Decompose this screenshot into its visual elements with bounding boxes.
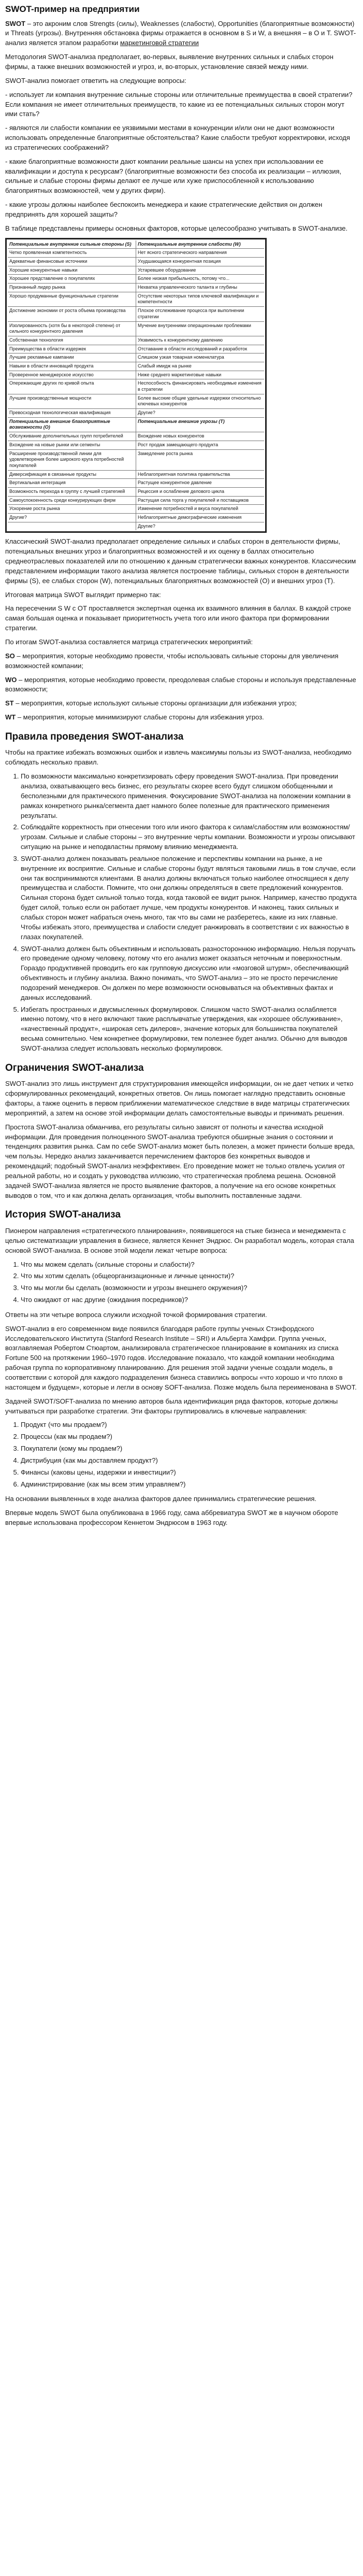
table-cell: Ускорение роста рынка [8, 505, 136, 514]
andrews-questions-list [5, 1260, 358, 1305]
rule-item: 1. По возможности максимально конкретизировать сферу проведения SWOT-анализа. При проведении анализа, охватывающего весь бизнес, его результаты скорее всего будут слишком обобщенными и бесполезными для практического применения. Фокусирование SWOT-анализа на положении компании в рамках конкретного рынка/сегмента дает намного более полезные для практического применения результаты. [21, 772, 358, 820]
rule-item: 2. Соблюдайте корректность при отнесении того или иного фактора к силам/слабостям или возможностям/угрозам. Сильные и слабые стороны – это внутренние черты компании. Возможности и угрозы описывают ситуацию на рынке и неподвластны прямому влиянию менеджмента. [21, 823, 358, 852]
table-row [8, 266, 264, 275]
table-cell: Слабый имидж на рынке [136, 362, 265, 371]
table-row [8, 362, 264, 371]
rule-item: 4. SWOT-анализ должен быть объективным и использовать разностороннюю информацию. Нельзя поручать его проведение одному человеку, потому что его анализ может оказаться неточным и поверхностным. Гораздо продуктивней проводить его как групповую дискуссию или «мозговой штурм», обеспечивающий объективность и глубину анализа. Важно понимать, что SWOT-анализ – это не просто перечисление подозрений менеджеров. Он должен по мере возможности основываться на объективных фактах и данных исследований. [21, 944, 358, 1003]
table-row [8, 307, 264, 321]
table-row [8, 522, 264, 530]
history-lead: Пионером направления «стратегического планирования», появившегося на стыке бизнеса и менеджмента с целью систематизации управления в бизнесе, является Кеннет Эндрюс. Он разработал модель, которая стала основой SWOT-анализа. В основе этой модели лежат четыре вопроса: [5, 1227, 354, 1254]
table-cell: Отставание в области исследований и разработок [136, 345, 265, 353]
table-cell: Другие? [136, 409, 265, 418]
table-cell: Навыки в области инноваций продукта [8, 362, 136, 371]
table-cell: Вертикальная интеграция [8, 479, 136, 488]
table-cell: Более низкая прибыльность, потому что... [136, 275, 265, 284]
matrix-item-text: – мероприятия, которые минимизируют слабые стороны для избежания угроз. [16, 713, 264, 721]
table-cell: Потенциальные внутренние слабости (W) [136, 240, 265, 249]
table-row [8, 479, 264, 488]
matrix-item-key: ST [5, 699, 14, 707]
table-cell: Потенциальные внешние благоприятные возможности (O) [8, 417, 136, 432]
matrix-item-text: – мероприятия, которые используют сильные стороны организации для избежания угроз; [13, 699, 297, 707]
table-cell: Неспособность финансировать необходимые изменения в стратегии [136, 379, 265, 394]
strategy-matrix-list [5, 652, 358, 723]
table-cell: Опережающие других по кривой опыта [8, 379, 136, 394]
table-cell: Изолированность (хотя бы в некоторой степени) от сильного конкурентного давления [8, 321, 136, 336]
intro-term: SWOT [5, 19, 25, 27]
history-heading: История SWOT-анализа [5, 1209, 121, 1221]
paragraph-a-1: SWOT-анализ помогает ответить на следующие вопросы: [5, 76, 186, 84]
table-cell: Собственная технология [8, 336, 136, 345]
matrix-item-text: – мероприятия, которые необходимо провести, чтобы использовать сильные стороны для увеличения возможностей компании; [5, 652, 339, 670]
table-cell: Растущая сила торга у покупателей и поставщиков [136, 496, 265, 505]
table-cell: Вхождение новых конкурентов [136, 432, 265, 441]
rule-item: 3. SWOT-анализ должен показывать реальное положение и перспективы компании на рынке, а не внутренние их восприятие. Сильные и слабые стороны будут являться таковыми лишь в том случае, если они так воспринимаются клиентами. В анализ должны включаться только наиболее относящиеся к делу преимущества и слабости. Помните, что они должны определяться в свете предложений конкурентов. Сильная сторона будет сильной только тогда, когда таковой ее видит рынок. Например, качество продукта будет силой, только если он работает лучше, чем продукты конкурентов. И наконец, таких сильных и слабых сторон может набраться очень много, так что вы сами не разберетесь, какие из них главные. Чтобы избежать этого, преимущества и слабости следует ранжировать в соответствии с их важностью в глазах покупателей. [21, 854, 358, 942]
table-cell: Другие? [8, 514, 136, 522]
table-cell: Признанный лидер рынка [8, 284, 136, 292]
history-paragraph-1: SWOT-анализ в его современном виде появился благодаря работе группы ученых Стэнфордского Исследовательского Института (Stanford Research Institute – SRI) и Альберта Хамфри. Группа ученых, возглавляемая Робертом Стюартом, анализировала стратегическое планирование в компаниях из списка Fortune 500 на протяжении 1960–1970 годов. Исследование показало, что каждой компании необходима рабочая группа по корпоративному планированию. Для решения этой задачи ученые создали модель, в соответствии с которой для каждого подразделения бизнеса ставились вопросы «что хорошо и что плохо в настоящем и будущем», которые и легли в основу SOFT-анализа. Позже модель была переименована в SWOT. [5, 1324, 357, 1391]
history-paragraphs [5, 1310, 358, 1416]
table-row [8, 379, 264, 394]
paragraph-a-0: Методология SWOT-анализа предполагает, во-первых, выявление внутренних сильных и слабых сторон фирмы, а также внешних возможностей и угроз, и, во-вторых, установление связей между ними. [5, 53, 333, 71]
table-cell: Возможность перехода в группу с лучшей стратегией [8, 487, 136, 496]
table-row [8, 240, 264, 249]
question-item: 1. Что мы можем сделать (сильные стороны и слабости)? [21, 1260, 358, 1270]
table-cell: Слишком узкая товарная номенклатура [136, 353, 265, 362]
table-row [8, 249, 264, 258]
question-item: 2. Что мы хотим сделать (общеорганизационные и личные ценности)? [21, 1271, 358, 1281]
table-cell: Ухудшающаяся конкурентная позиция [136, 258, 265, 266]
factor-item: 6. Администрирование (как мы всем этим управляем?) [21, 1480, 358, 1490]
question-item: 3. Что мы могли бы сделать (возможности и угрозы внешнего окружения)? [21, 1283, 358, 1293]
marketing-strategy-link[interactable]: маркетинговой стратегии [120, 39, 199, 47]
table-row [8, 321, 264, 336]
table-cell: Хорошее представление о покупателях [8, 275, 136, 284]
matrix-item [5, 652, 358, 671]
table-cell: Более высокие общие удельные издержки относительно ключевых конкурентов [136, 394, 265, 408]
table-cell: Превосходная технологическая квалификация [8, 409, 136, 418]
matrix-item [5, 699, 358, 709]
table-cell: Неблагоприятные демографические изменения [136, 514, 265, 522]
intro-body: – это акроним слов Strengts (силы), Weaknesses (слабости), Opportunities (благоприятные возможности) и Threats (угрозы). Внутренняя обстановка фирмы отражается в основном в S и W, а внешняя – в O и T. SWOT-анализ является этапом разработки [5, 19, 356, 47]
table-cell: Хорошо продуманные функциональные стратегии [8, 292, 136, 306]
table-cell: Замедление роста рынка [136, 449, 265, 470]
matrix-item-key: SO [5, 652, 15, 660]
matrix-item [5, 675, 358, 695]
paragraph-group-b [5, 537, 358, 647]
factor-item: 3. Покупатели (кому мы продаем?) [21, 1444, 358, 1454]
table-cell [8, 522, 136, 530]
table-cell: Неблагоприятная политика правительства [136, 470, 265, 479]
table-cell: Достижение экономии от роста объема производства [8, 307, 136, 321]
paragraph-b-2: На пересечении S W с OT проставляется экспертная оценка их взаимного влияния в баллах. В каждой строке самая большая оценка и показывает приоритетность учета того или иного фактора при формировании стратегии. [5, 604, 351, 632]
paragraph-a-2: - использует ли компания внутренние сильные стороны или отличительные преимущества в своей стратегии? Если компания не имеет отличительных преимуществ, то какие из ее потенциальных сильных сторон могут ими стать? [5, 90, 353, 118]
intro-paragraph [5, 19, 358, 49]
table-row [8, 394, 264, 408]
swot-table [8, 240, 264, 531]
table-cell: Лучшие рекламные кампании [8, 353, 136, 362]
paragraph-b-1: Итоговая матрица SWOT выглядит примерно так: [5, 590, 161, 599]
limits-paragraph-1: Простота SWOT-анализа обманчива, его результаты сильно зависят от полноты и качества исходной информации. Для проведения полноценного SWOT-анализа требуются обширные знания о состоянии и тенденциях развития рынка. Сам по себе SWOT-анализ может быть полезен, а может принести больше вреда, чем пользы. Нередко анализ заканчивается перечислением факторов без конкретных выводов и рекомендаций; подобный SWOT-анализ неэффективен. Его проведение может не только отвлечь усилия от реальной работы, но и создать у руководства иллюзию, что стратегическая проблема решена. Основной задачей SWOT-анализа является не просто выявление факторов, а получение на его основе конкретных выводов о том, что и как должна делать организация, чтобы выполнить поставленные задачи. [5, 1123, 355, 1199]
table-row [8, 284, 264, 292]
question-item: 4. Что ожидают от нас другие (ожидания посредников)? [21, 1295, 358, 1305]
table-cell: Вхождение на новые рынки или сегменты [8, 441, 136, 449]
history-closing [5, 1494, 358, 1528]
table-cell: Адекватные финансовые источники [8, 258, 136, 266]
history-paragraph-0: Ответы на эти четыре вопроса служили исходной точкой формирования стратегии. [5, 1310, 267, 1319]
table-cell: Уязвимость к конкурентному давлению [136, 336, 265, 345]
paragraph-a-6: В таблице представлены примеры основных факторов, которые целесообразно учитывать в SWOT-анализе. [5, 224, 348, 232]
rule-item: 5. Избегать пространных и двусмысленных формулировок. Слишком часто SWOT-анализ ослабляется именно потому, что в него включают такие расплывчатые утверждения, как «хорошее обслуживание», «качественный продукт», «широкая сеть дилеров», значение которых для большинства покупателей весьма сомнительно. Чем конкретнее формулировки, тем полезнее будет анализ. Обычно для выводов SWOT-анализа следует использовать несколько формулировок. [21, 1005, 358, 1054]
table-cell: Обслуживание дополнительных групп потребителей [8, 432, 136, 441]
soft-factors-list [5, 1420, 358, 1489]
table-cell: Лучшие производственные мощности [8, 394, 136, 408]
table-row [8, 505, 264, 514]
matrix-item [5, 713, 358, 723]
table-cell: Рецессия и ослабление делового цикла [136, 487, 265, 496]
rules-heading: Правила проведения SWOT-анализа [5, 731, 184, 742]
table-row [8, 432, 264, 441]
table-cell: Ниже среднего маркетинговые навыки [136, 371, 265, 379]
history-paragraph-2: Задачей SWOT/SOFT-анализа по мнению авторов была идентификация ряда факторов, которые должны учитываться при разработке стратегии. Эти факторы группировались в ключевые направления: [5, 1397, 338, 1415]
table-cell: Нехватка управленческого таланта и глубины [136, 284, 265, 292]
table-cell: Четко проявленная компетентность [8, 249, 136, 258]
closing-paragraph-1: Впервые модель SWOT была опубликована в 1966 году, сама аббревиатура SWOT же в научном обороте впервые использована профессором Кеннетом Эндрюсом в 1963 году. [5, 1509, 339, 1527]
table-cell: Самоуспокоенность среди конкурирующих фирм [8, 496, 136, 505]
limits-paragraph-0: SWOT-анализ это лишь инструмент для структурирования имеющейся информации, он не дает четких и четко сформулированных рекомендаций, конкретных ответов. Он лишь помогает наглядно представить основные факторы, а также оценить в первом приближении математическое следствие в виде матрицы стратегических мероприятий, а затем на основе этой информации делать самостоятельные выводы и принимать решения. [5, 1080, 354, 1117]
table-cell: Отсутствие некоторых типов ключевой квалификации и компетентности [136, 292, 265, 306]
table-row [8, 449, 264, 470]
table-cell: Проверенное менеджерское искусство [8, 371, 136, 379]
table-row [8, 487, 264, 496]
table-cell: Плохое отслеживание процесса при выполнении стратегии [136, 307, 265, 321]
closing-paragraph-0: На основании выявленных в ходе анализа факторов далее принимались стратегические решения. [5, 1495, 317, 1503]
table-cell: Рост продаж замещающего продукта [136, 441, 265, 449]
table-cell: Устаревшее оборудование [136, 266, 265, 275]
table-row [8, 514, 264, 522]
table-cell: Потенциальные внутренние сильные стороны (S) [9, 241, 132, 247]
matrix-item-text: – мероприятия, которые необходимо провести, преодолевая слабые стороны и используя представленные возможности; [5, 675, 356, 693]
table-row [8, 441, 264, 449]
table-cell: Расширение производственной линии для удовлетворения более широкого круга потребностей покупателей [8, 449, 136, 470]
paragraph-a-4: - какие благоприятные возможности дают компании реальные шансы на успех при использовании ее квалификации и доступа к ресурсам? (благоприятные возможности без способа их реализации – иллюзия, сильные и слабые стороны фирмы делают ее лучше или хуже приспособленной к использованию благоприятных возможностей, чем у других фирм). [5, 157, 342, 195]
table-row [8, 417, 264, 432]
table-cell: Растущее конкурентное давление [136, 479, 265, 488]
table-row [8, 292, 264, 306]
table-row [8, 470, 264, 479]
paragraph-a-3: - являются ли слабости компании ее уязвимыми местами в конкуренции и/или они не дают возможности использовать определенные благоприятные обстоятельства? Какие слабости требуют корректировки, исходя из стратегических соображений? [5, 124, 350, 151]
paragraph-b-0: Классический SWOT-анализ предполагает определение сильных и слабых сторон в деятельности фирмы, потенциальных внешних угроз и благоприятных возможностей и их оценку в баллах относительно среднеотраслевых показателей или по отношению к данным стратегически важных конкурентов. Классическим представлением информации такого анализа является построение таблицы, сильных сторон в деятельности фирмы (S), ее слабых сторон (W), потенциальных благоприятных возможностей (O) и внешних угроз (T). [5, 537, 356, 585]
table-row [8, 409, 264, 418]
factor-item: 5. Финансы (каковы цены, издержки и инвестиции?) [21, 1468, 358, 1478]
matrix-item-key: WT [5, 713, 16, 721]
table-cell: Потенциальные внешние угрозы (T) [136, 417, 265, 432]
factor-item: 1. Продукт (что мы продаем?) [21, 1420, 358, 1430]
table-row [8, 275, 264, 284]
factor-item: 2. Процессы (как мы продаем?) [21, 1432, 358, 1442]
limits-heading: Ограничения SWOT-анализа [5, 1062, 144, 1073]
table-row [8, 353, 264, 362]
swot-factors-table [5, 238, 267, 533]
rules-list [5, 772, 358, 1054]
table-row [8, 345, 264, 353]
rules-lead: Чтобы на практике избежать возможных ошибок и извлечь максимумы пользы из SWOT-анализа, необходимо соблюдать несколько правил. [5, 748, 352, 767]
table-row [8, 258, 264, 266]
table-cell: Преимущества в области издержек [8, 345, 136, 353]
table-cell: Другие? [136, 522, 265, 530]
limits-paragraphs [5, 1079, 358, 1200]
table-row [8, 371, 264, 379]
table-row [8, 336, 264, 345]
paragraph-a-5: - какие угрозы должны наиболее беспокоить менеджера и какие стратегические действия он должен предпринять для хорошей защиты? [5, 201, 323, 218]
paragraph-b-3: По итогам SWOT-анализа составляется матрица стратегических мероприятий: [5, 638, 253, 646]
table-cell: Хорошие конкурентные навыки [8, 266, 136, 275]
table-cell: Нет ясного стратегического направления [136, 249, 265, 258]
matrix-item-key: WO [5, 675, 17, 684]
factor-item: 4. Дистрибуция (как мы доставляем продукт?) [21, 1456, 358, 1466]
table-cell: Изменение потребностей и вкуса покупателей [136, 505, 265, 514]
table-row [8, 496, 264, 505]
table-cell: Мучение внутренними операционными проблемами [136, 321, 265, 336]
paragraph-group-a [5, 52, 358, 234]
table-cell: Диверсификация в связанные продукты [8, 470, 136, 479]
page-title: SWOT-пример на предприятии [5, 4, 140, 14]
